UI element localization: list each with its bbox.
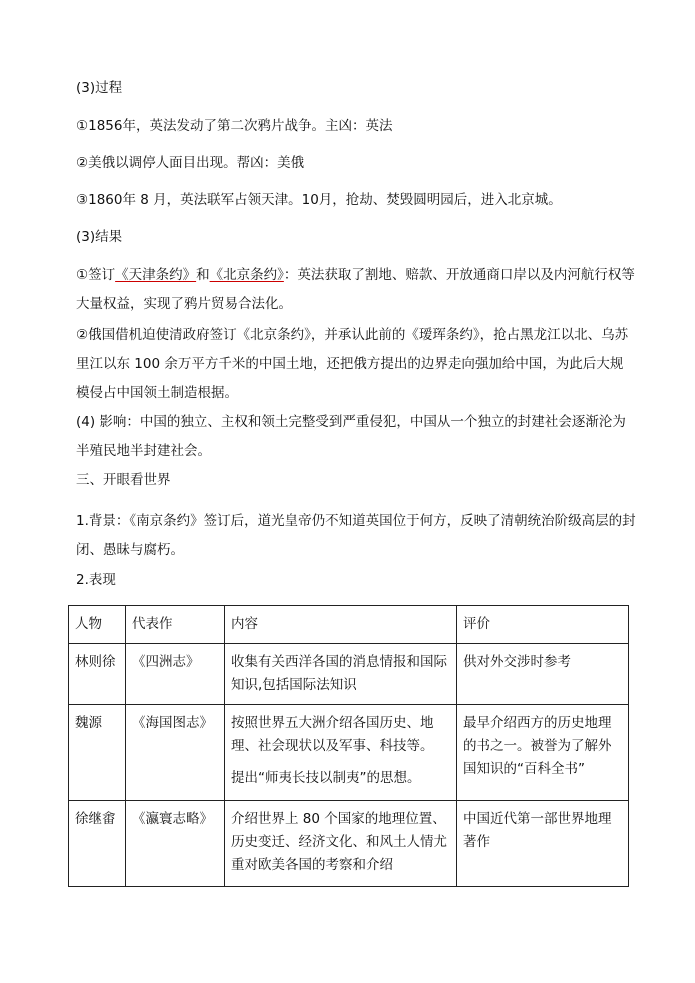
cell-content bbox=[225, 801, 457, 887]
result-1-body: ：英法获取了割地、赔款、开放通商口岸以及内河航行权等大量权益，实现了鸦片贸易合法化。 bbox=[76, 267, 635, 312]
cell-eval: 最早介绍西方的历史地理的书之一。被誉为了解外国知识的“百科全书” bbox=[457, 705, 629, 801]
content-text: 按照世界五大洲介绍各国历史、地理、社会现状以及军事、科技等。 bbox=[231, 715, 434, 754]
cell-content bbox=[225, 705, 457, 801]
figures-table bbox=[68, 605, 629, 887]
process-item-3: ③1860年 8 月，英法联军占领天津。10月，抢劫、焚毁圆明园后，进入北京城。 bbox=[76, 192, 562, 208]
content-text: 介绍世界上 80 个国家的地理位置、历史变迁、经济文化、和风土人情尤重对欧美各国的考察和介绍 bbox=[231, 811, 447, 873]
result-item-1 bbox=[76, 261, 636, 319]
cell-person: 徐继畬 bbox=[69, 801, 126, 887]
header-cell: 人物 bbox=[69, 606, 126, 644]
heading-process: (3)过程 bbox=[76, 80, 123, 96]
table-header-row bbox=[69, 606, 629, 644]
table-row bbox=[69, 644, 629, 705]
header-cell: 代表作 bbox=[126, 606, 225, 644]
cell-work: 《瀛寰志略》 bbox=[126, 801, 225, 887]
cell-content bbox=[225, 644, 457, 705]
treaty-beijing: 《北京条约》 bbox=[209, 267, 284, 283]
header-cell: 内容 bbox=[225, 606, 457, 644]
cell-eval: 供对外交涉时参考 bbox=[457, 644, 629, 705]
content-text-2: 提出“师夷长技以制夷”的思想。 bbox=[231, 770, 421, 786]
background: 1.背景：《南京条约》签订后，道光皇帝仍不知道英国位于何方，反映了清朝统治阶级高层的封闭、愚昧与腐朽。 bbox=[76, 513, 636, 558]
treaty-tianjin: 《天津条约》 bbox=[115, 267, 197, 283]
process-item-1: ①1856年，英法发动了第二次鸦片战争。主凶：英法 bbox=[76, 118, 393, 134]
content-text: 收集有关西洋各国的消息情报和国际知识,包括国际法知识 bbox=[231, 654, 447, 693]
cell-work: 《四洲志》 bbox=[126, 644, 225, 705]
section-heading-3: 三、开眼看世界 bbox=[76, 472, 171, 488]
process-item-2: ②美俄以调停人面目出现。帮凶：美俄 bbox=[76, 155, 305, 171]
result-item-2: ②俄国借机迫使清政府签订《北京条约》，并承认此前的《瑷珲条约》，抢占黑龙江以北、乌苏里江以东 100 余万平方千米的中国土地，还把俄方提出的边界走向强加给中国，为此后大规模侵占中国领土制造根据。 bbox=[76, 327, 629, 401]
header-cell: 评价 bbox=[457, 606, 629, 644]
cell-eval: 中国近代第一部世界地理著作 bbox=[457, 801, 629, 887]
table-row bbox=[69, 801, 629, 887]
result-1-and: 和 bbox=[196, 267, 210, 283]
performance-heading: 2.表现 bbox=[76, 572, 116, 588]
table-row bbox=[69, 705, 629, 801]
influence: (4) 影响：中国的独立、主权和领土完整受到严重侵犯，中国从一个独立的封建社会逐渐沦为半殖民地半封建社会。 bbox=[76, 414, 626, 459]
cell-person: 林则徐 bbox=[69, 644, 126, 705]
cell-work: 《海国图志》 bbox=[126, 705, 225, 801]
cell-person: 魏源 bbox=[69, 705, 126, 801]
result-1-lead: ①签订 bbox=[76, 267, 116, 283]
heading-result: (3)结果 bbox=[76, 229, 123, 245]
